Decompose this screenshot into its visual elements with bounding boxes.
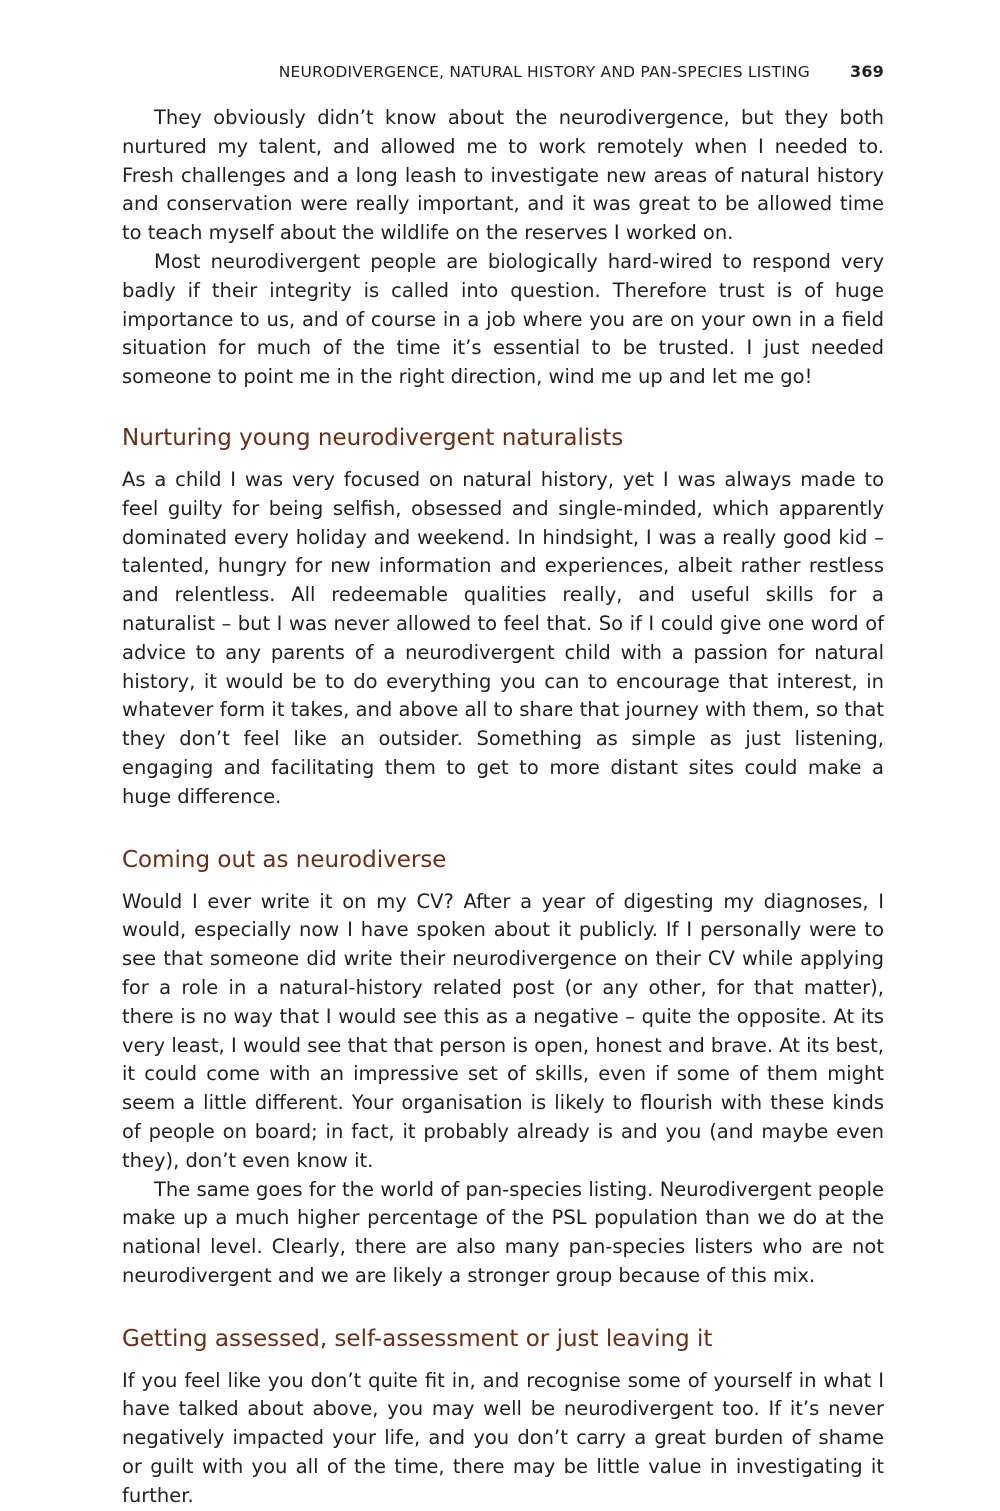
section-heading-nurturing: Nurturing young neurodivergent naturalists xyxy=(122,424,624,451)
section-heading-getting-assessed: Getting assessed, self-assessment or just leaving it xyxy=(122,1325,713,1352)
getting-assessed-paragraph-1: If you feel like you don’t quite fit in, and recognise some of yourself in what I have talked about above, you may well be neurodivergent too. If it’s never negatively impacted your life, and you don’t carry a great burden of shame or guilt with you all of the time, there may be little value in investigating it further. xyxy=(122,1368,884,1507)
page-number: 369 xyxy=(850,62,884,81)
nurturing-paragraph-1: As a child I was very focused on natural history, yet I was always made to feel guilty for being selfish, obsessed and single-minded, which apparently dominated every holiday and weekend. In hindsight, I was a really good kid – talented, hungry for new information and experiences, albeit rather restless and relentless. All redeemable qualities really, and useful skills for a naturalist – but I was never allowed to feel that. So if I could give one word of advice to any parents of a neurodivergent child with a passion for natural history, it would be to do everything you can to encourage that interest, in whatever form it takes, and above all to share that journey with them, so that they don’t feel like an outsider. Something as simple as just listening, engaging and facilitating them to get to more distant sites could make a huge difference. xyxy=(122,467,884,808)
running-header xyxy=(122,62,884,81)
coming-out-paragraph-2: The same goes for the world of pan-species listing. Neurodivergent people make up a much higher percentage of the PSL population than we do at the national level. Clearly, there are also many pan-species listers who are not neurodivergent and we are likely a stronger group because of this mix. xyxy=(122,1177,884,1287)
running-title: NEURODIVERGENCE, NATURAL HISTORY AND PAN-SPECIES LISTING xyxy=(278,63,810,81)
intro-paragraph-1: They obviously didn’t know about the neurodivergence, but they both nurtured my talent, and allowed me to work remotely when I needed to. Fresh challenges and a long leash to investigate new areas of natural history and conservation were really important, and it was great to be allowed time to teach myself about the wildlife on the reserves I worked on. xyxy=(122,106,884,245)
page-body xyxy=(122,104,884,1511)
coming-out-paragraph-1: Would I ever write it on my CV? After a year of digesting my diagnoses, I would, especially now I have spoken about it publicly. If I personally were to see that someone did write their neurodivergence on their CV while applying for a role in a natural-history related post (or any other, for that matter), there is no way that I would see this as a negative – quite the opposite. At its very least, I would see that that person is open, honest and brave. At its best, it could come with an impressive set of skills, even if some of them might seem a little different. Your organisation is likely to flourish with these kinds of people on board; in fact, it probably already is and you (and maybe even they), don’t even know it. xyxy=(122,889,884,1172)
intro-paragraph-2: Most neurodivergent people are biologically hard-wired to respond very badly if their integrity is called into question. Therefore trust is of huge importance to us, and of course in a job where you are on your own in a field situation for much of the time it’s essential to be trusted. I just needed someone to point me in the right direction, wind me up and let me go! xyxy=(122,249,884,389)
section-heading-coming-out: Coming out as neurodiverse xyxy=(122,846,447,873)
